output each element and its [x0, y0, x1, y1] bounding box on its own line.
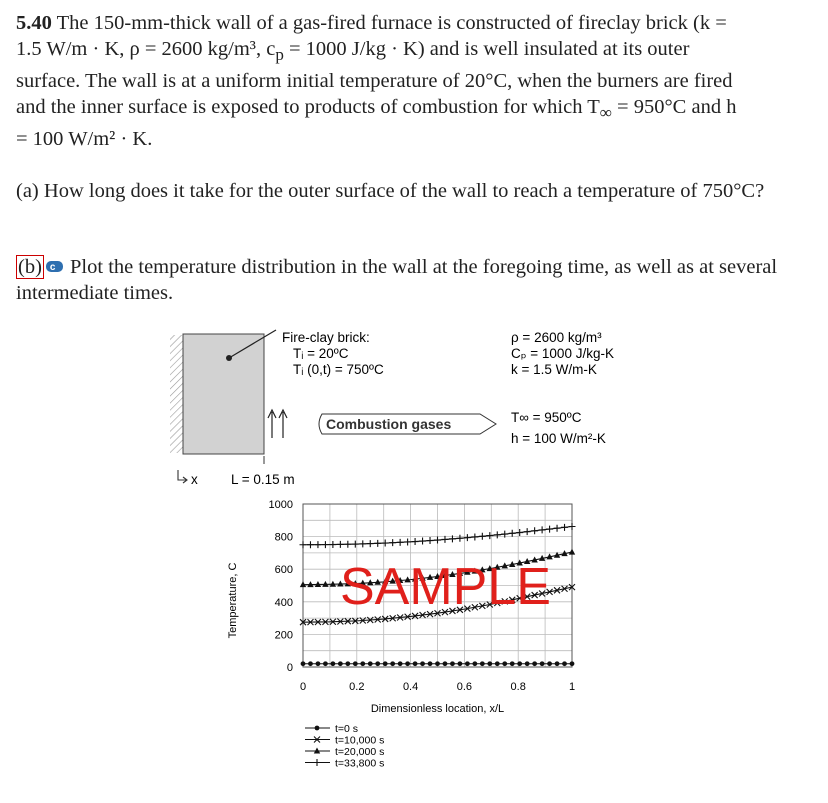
data-point	[337, 541, 344, 548]
data-point	[382, 540, 389, 547]
data-point	[546, 526, 553, 533]
data-point	[464, 534, 471, 541]
problem-number: 5.40	[16, 12, 52, 34]
data-point	[397, 539, 404, 546]
x-axis-arrow-icon	[178, 470, 187, 483]
data-point	[322, 541, 329, 548]
problem-text-line: The 150-mm-thick wall of a gas-fired furnace is constructed of fireclay brick (k =	[51, 12, 727, 34]
data-point	[352, 541, 359, 548]
wall-rect	[183, 334, 264, 454]
data-point	[531, 527, 538, 534]
part-b-text: Plot the temperature distribution in the wall at the foregoing time, as well as at several intermediate times.	[16, 256, 778, 304]
heat-arrow-icon	[268, 410, 276, 438]
data-point	[525, 661, 530, 666]
y-tick-label: 600	[274, 564, 293, 577]
problem-text-line: = 1000 J/kg · K) and is well insulated at its outer	[283, 38, 690, 60]
x-tick-label: 1	[568, 681, 576, 693]
data-point	[330, 661, 335, 666]
part-b-label[interactable]: (b)	[18, 256, 42, 278]
data-point	[419, 538, 426, 545]
problem-text-line: and the inner surface is exposed to products of combustion for which T	[16, 96, 600, 119]
data-point	[510, 661, 515, 666]
conv-coeff: h = 100 W/m²-K	[511, 431, 606, 446]
data-point	[562, 661, 567, 666]
chart	[227, 499, 576, 770]
data-point	[359, 540, 366, 547]
data-point	[398, 661, 403, 666]
data-point	[353, 661, 358, 666]
part-a-text: How long does it take for the outer surface of the wall to reach a temperature of 750°C?	[38, 180, 765, 202]
y-tick-label: 1000	[268, 499, 293, 511]
data-point	[367, 540, 374, 547]
data-point	[540, 661, 545, 666]
density: ρ = 2600 kg/m³	[511, 330, 602, 345]
data-point	[404, 538, 411, 545]
data-point	[472, 661, 477, 666]
data-point	[389, 539, 396, 546]
data-point	[502, 661, 507, 666]
data-point	[314, 541, 321, 548]
data-point	[554, 525, 561, 532]
problem-text-line: surface. The wall is at a uniform initial temperature of 20°C, when the burners are fired	[16, 70, 733, 93]
data-point	[323, 661, 328, 666]
data-point	[443, 661, 448, 666]
x-tick-label: 0.6	[456, 681, 473, 693]
data-point	[329, 541, 336, 548]
legend-marker	[314, 759, 321, 766]
data-point	[555, 661, 560, 666]
material-title: Fire-clay brick:	[282, 330, 370, 345]
data-point	[427, 537, 434, 544]
subscript: p	[275, 45, 284, 65]
data-point	[301, 661, 306, 666]
data-point	[405, 661, 410, 666]
data-point	[344, 541, 351, 548]
insulation-hatch	[170, 335, 183, 453]
data-point	[413, 661, 418, 666]
legend-entry: t=10,000 s	[335, 734, 385, 747]
y-tick-label: 200	[274, 629, 293, 642]
x-tick-label: 0.4	[402, 681, 419, 693]
data-point	[338, 661, 343, 666]
data-point	[569, 549, 575, 555]
data-point	[561, 524, 568, 531]
problem-text-line: = 950°C and h	[611, 96, 737, 119]
legend-entry: t=0 s	[335, 723, 359, 735]
data-point	[547, 661, 552, 666]
length-label: L = 0.15 m	[231, 472, 295, 487]
final-temp: Tᵢ (0,t) = 750ºC	[293, 362, 384, 377]
specific-heat: Cₚ = 1000 J/kg-K	[511, 346, 614, 361]
gases-label: Combustion gases	[326, 416, 452, 432]
x-tick-label: 0.8	[510, 681, 526, 693]
data-point	[316, 661, 321, 666]
watermark: SAMPLE	[340, 558, 551, 616]
data-point	[420, 661, 425, 666]
data-point	[307, 541, 314, 548]
y-tick-label: 800	[274, 531, 293, 544]
y-tick-label: 400	[274, 596, 293, 609]
leader-dot	[226, 355, 232, 361]
legend-entry: t=20,000 s	[335, 746, 385, 758]
data-point	[435, 661, 440, 666]
data-point	[428, 661, 433, 666]
data-point	[480, 661, 485, 666]
data-point	[495, 661, 500, 666]
t-infinity: T∞ = 950ºC	[511, 410, 582, 425]
initial-temp: Tᵢ = 20ºC	[293, 346, 349, 361]
data-point	[487, 661, 492, 666]
x-axis-label: Dimensionless location, x/L	[370, 703, 505, 715]
data-point	[383, 661, 388, 666]
subscript: ∞	[599, 103, 612, 123]
data-point	[524, 528, 531, 535]
data-point	[390, 661, 395, 666]
data-point	[486, 532, 493, 539]
heat-arrow-icon	[279, 410, 287, 438]
data-point	[308, 661, 313, 666]
data-point	[450, 661, 455, 666]
data-point	[360, 661, 365, 666]
data-point	[456, 535, 463, 542]
data-point	[374, 540, 381, 547]
data-point	[569, 523, 576, 530]
data-point	[517, 661, 522, 666]
data-point	[368, 661, 373, 666]
x-tick-label: 0.2	[349, 681, 365, 693]
data-point	[570, 661, 575, 666]
problem-text-line: = 100 W/m² · K.	[16, 128, 153, 151]
data-point	[465, 661, 470, 666]
data-point	[412, 538, 419, 545]
y-axis-label: Temperature, C	[227, 562, 239, 639]
data-point	[516, 529, 523, 536]
data-point	[434, 537, 441, 544]
conductivity: k = 1.5 W/m-K	[511, 362, 597, 377]
x-dir-label: x	[191, 472, 198, 487]
data-point	[539, 526, 546, 533]
data-point	[479, 533, 486, 540]
data-point	[471, 533, 478, 540]
problem-text-line: 1.5 W/m · K, ρ = 2600 kg/m³, c	[16, 38, 276, 60]
data-point	[458, 661, 463, 666]
data-point	[300, 541, 307, 548]
data-point	[509, 530, 516, 537]
legend-entry: t=33,800 s	[335, 757, 385, 770]
data-point	[345, 661, 350, 666]
part-a-label: (a)	[16, 180, 39, 202]
data-point	[375, 661, 380, 666]
legend-marker	[315, 726, 320, 731]
x-tick-label: 0	[299, 681, 307, 693]
data-point	[532, 661, 537, 666]
data-point	[494, 531, 501, 538]
y-tick-label: 0	[286, 662, 293, 674]
